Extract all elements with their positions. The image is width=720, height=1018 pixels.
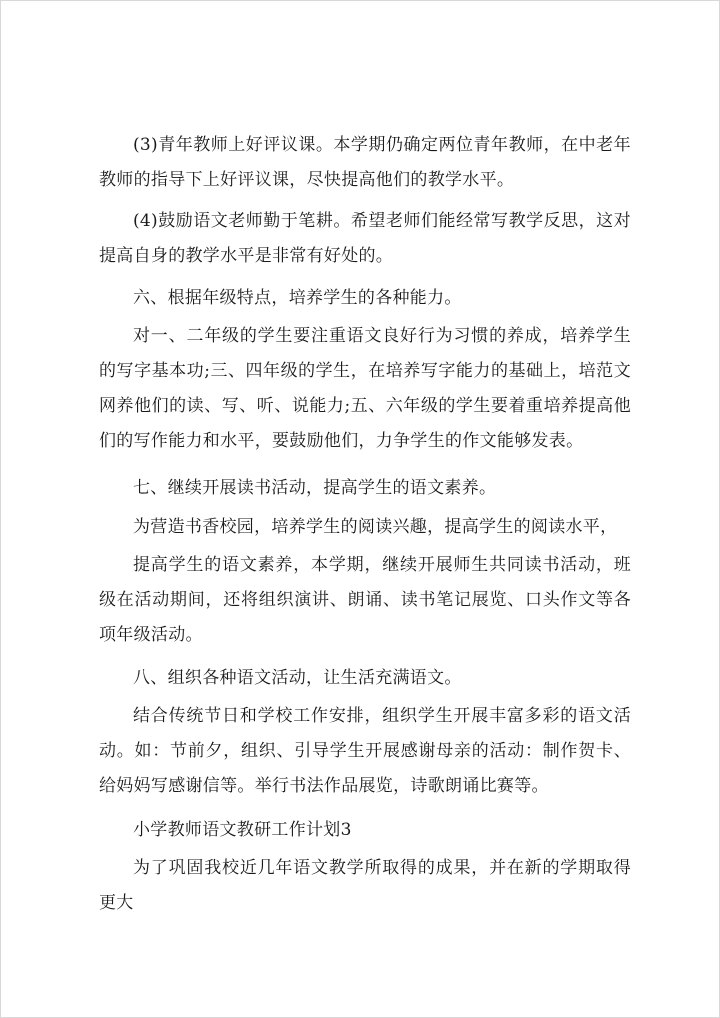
section-heading-seven: 七、继续开展读书活动，提高学生的语文素养。 (133, 478, 497, 498)
paragraph-young-teacher-review: (3)青年教师上好评议课。本学期仍确定两位青年教师，在中老年教师的指导下上好评议课，尽快提高他们的教学水平。 (99, 135, 631, 190)
paragraph-encourage-writing: (4)鼓励语文老师勤于笔耕。希望老师们能经常写教学反思，这对提高自身的教学水平是非常有好处的。 (99, 211, 631, 266)
section-heading-eight: 八、组织各种语文活动，让生活充满语文。 (133, 668, 462, 688)
paragraph-consolidate-results: 为了巩固我校近几年语文教学所取得的成果，并在新的学期取得更大 (99, 858, 631, 913)
paragraph-chinese-activities: 结合传统节日和学校工作安排，组织学生开展丰富多彩的语文活动。如：节前夕，组织、引导学生开展感谢母亲的活动：制作贺卡、给妈妈写感谢信等。举行书法作品展览，诗歌朗诵比赛等。 (99, 706, 631, 796)
paragraph-grade-abilities: 对一、二年级的学生要注重语文良好行为习惯的养成，培养学生的写字基本功;三、四年级的学生，在培养写字能力的基础上，培范文网养他们的读、写、听、说能力;五、六年级的学生要着重培养提高他们的写作能力和水平，要鼓励他们，力争学生的作文能够发表。 (99, 326, 631, 451)
plan-title-3: 小学教师语文教研工作计划3 (133, 820, 352, 840)
section-heading-six: 六、根据年级特点，培养学生的各种能力。 (133, 288, 462, 308)
paragraph-reading-activity: 提高学生的语文素养，本学期，继续开展师生共同读书活动，班级在活动期间，还将组织演讲、朗诵、读书笔记展览、口头作文等各项年级活动。 (99, 555, 631, 645)
paragraph-reading-interest: 为营造书香校园，培养学生的阅读兴趣，提高学生的阅读水平， (133, 517, 618, 537)
